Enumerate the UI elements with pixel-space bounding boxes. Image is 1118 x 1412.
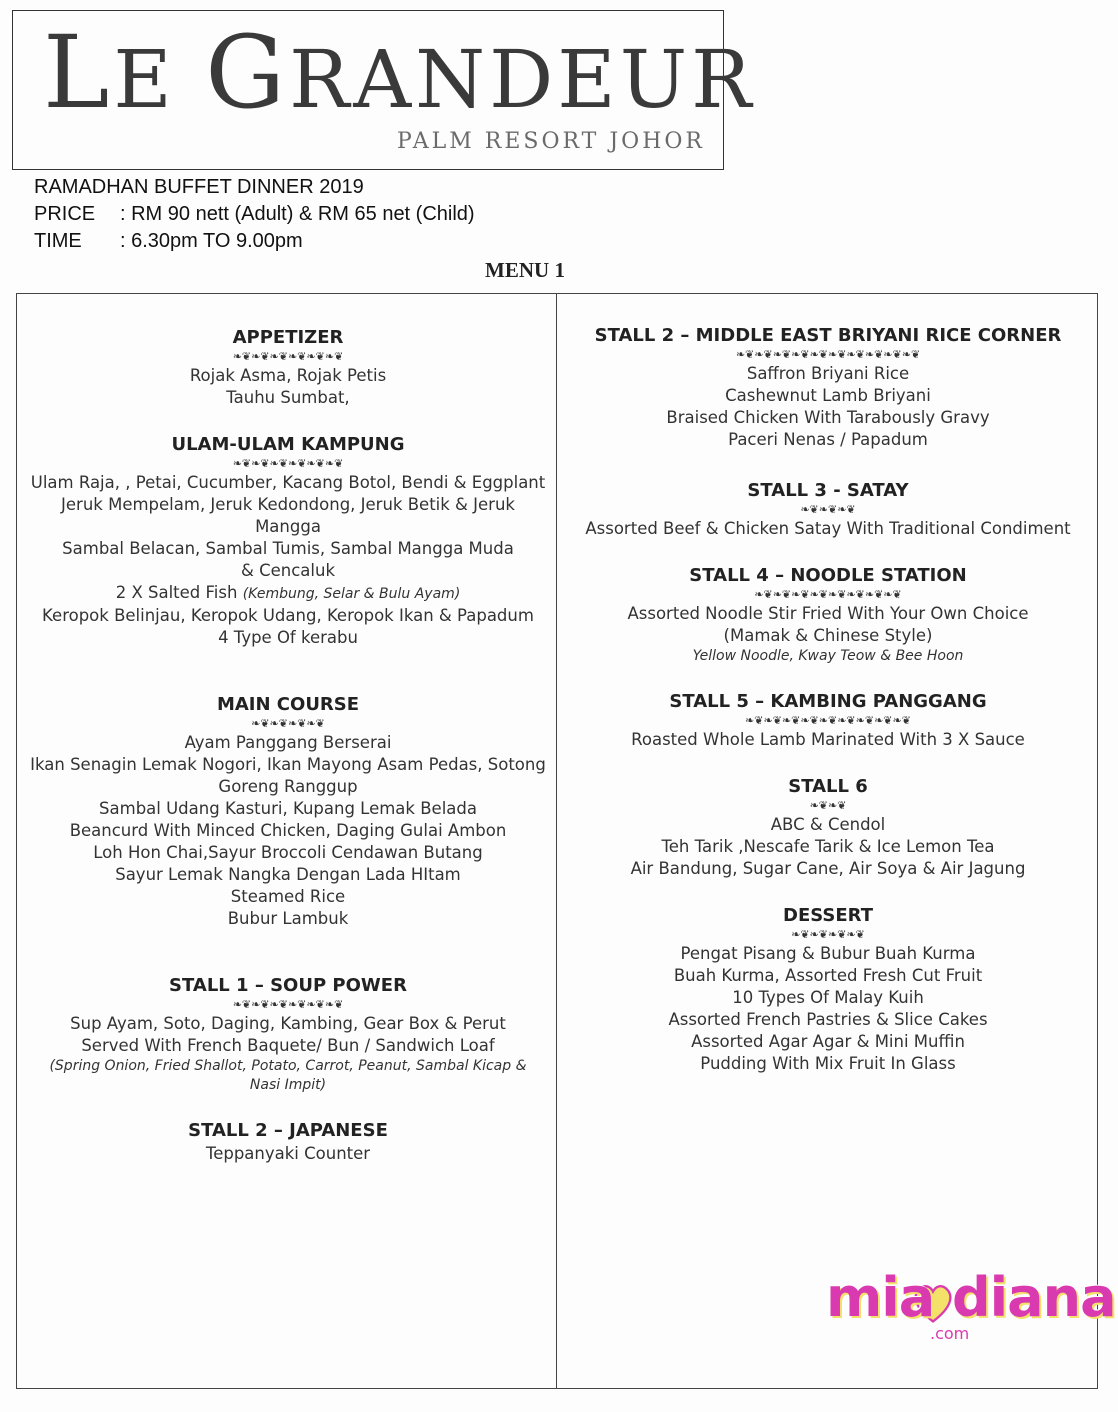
ornament-divider: ❧❦❧❦❧❦❧❦ [251,717,325,730]
menu-item: Loh Hon Chai,Sayur Broccoli Cendawan Butang [93,843,483,862]
menu-item: 4 Type Of kerabu [218,628,358,647]
menu-item: Rojak Asma, Rojak Petis [189,366,387,385]
ornament-divider: ❧❦❧❦❧❦❧❦❧❦❧❦❧❦❧❦❧❦ [745,714,911,727]
menu-item: Roasted Whole Lamb Marinated With 3 X Sauce [631,730,1025,749]
ornament-divider: ❧❦❧❦ [809,799,847,812]
menu-title: MENU 1 [485,258,565,282]
section-heading: STALL 5 – KAMBING PANGGANG [669,691,987,712]
section-heading: STALL 4 – NOODLE STATION [689,565,967,586]
menu-item-note: Yellow Noodle, Kway Teow & Bee Hoon [692,648,964,664]
section-dessert [560,904,1096,1075]
menu-item: Buah Kurma, Assorted Fresh Cut Fruit [673,966,983,985]
section-stall3-satay [560,479,1096,540]
section-stall5-kambing [560,690,1096,751]
section-ulam [20,433,556,649]
watermark-suffix: .com [930,1324,970,1343]
brand-name-part2: RANDEUR [289,33,756,126]
menu-item: Cashewnut Lamb Briyani [725,386,931,405]
right-column [560,324,1096,1099]
menu-item: Braised Chicken With Tarabously Gravy [666,408,990,427]
menu-item-note: (Kembung, Selar & Bulu Ayam) [242,586,461,602]
menu-item: Assorted Agar Agar & Mini Muffin [691,1032,965,1051]
section-stall4-noodle [560,564,1096,666]
section-stall6 [560,775,1096,880]
menu-item: Jeruk Mempelam, Jeruk Kedondong, Jeruk Betik & Jeruk Mangga [61,495,515,536]
price-row [34,201,475,228]
ornament-divider: ❧❦❧❦❧❦❧❦❧❦❧❦ [232,998,344,1011]
ornament-divider: ❧❦❧❦❧❦ [800,503,856,516]
ornament-divider: ❧❦❧❦❧❦❧❦ [791,928,865,941]
event-title: RAMADHAN BUFFET DINNER 2019 [34,176,364,198]
logo-box [12,10,756,170]
menu-item: Assorted Noodle Stir Fried With Your Own Choice [627,604,1029,623]
column-divider [556,293,557,1389]
menu-item: (Mamak & Chinese Style) [723,626,933,645]
menu-item: Ayam Panggang Berserai [184,733,392,752]
section-appetizer [20,326,556,409]
menu-item: ABC & Cendol [770,815,886,834]
watermark-text: mia diana [826,1266,1116,1329]
time-value: : 6.30pm TO 9.00pm [120,230,303,252]
section-stall1-soup [20,974,556,1095]
section-heading: MAIN COURSE [216,694,360,715]
menu-item: Keropok Belinjau, Keropok Udang, Keropok Ikan & Papadum [42,606,534,625]
time-row [34,228,475,255]
brand-name-part1: E [113,33,176,126]
section-stall2-briyani [560,324,1096,451]
brand-logo: LE GRANDEUR [43,14,756,131]
section-heading: APPETIZER [232,327,344,348]
section-heading: STALL 6 [788,776,868,797]
menu-item: Teh Tarik ,Nescafe Tarik & Ice Lemon Tea [661,837,995,856]
menu-item: Air Bandung, Sugar Cane, Air Soya & Air Jagung [630,859,1026,878]
ornament-divider: ❧❦❧❦❧❦❧❦❧❦❧❦❧❦❧❦❧❦❧❦ [735,348,921,361]
menu-item: Tauhu Sumbat, [226,388,350,407]
menu-item: Sambal Belacan, Sambal Tumis, Sambal Mangga Muda & Cencaluk [62,539,514,580]
menu-item: Sambal Udang Kasturi, Kupang Lemak Belada [99,799,477,818]
menu-item: Steamed Rice [230,887,346,906]
menu-item: Pengat Pisang & Bubur Buah Kurma [680,944,976,963]
section-stall2-japanese [20,1119,556,1165]
menu-item: 10 Types Of Malay Kuih [732,988,924,1007]
menu-item: Pudding With Mix Fruit In Glass [700,1054,956,1073]
menu-item: Beancurd With Minced Chicken, Daging Gulai Ambon [69,821,507,840]
menu-item: Assorted Beef & Chicken Satay With Traditional Condiment [585,519,1071,538]
menu-item-note: (Spring Onion, Fried Shallot, Potato, Carrot, Peanut, Sambal Kicap & Nasi Impit) [49,1058,527,1093]
section-heading: STALL 2 – JAPANESE [188,1120,388,1141]
menu-item: Sup Ayam, Soto, Daging, Kambing, Gear Box & Perut [70,1014,506,1033]
price-label: PRICE [34,203,96,225]
ornament-divider: ❧❦❧❦❧❦❧❦❧❦❧❦❧❦❧❦ [754,588,902,601]
menu-item: Ikan Senagin Lemak Nogori, Ikan Mayong Asam Pedas, Sotong Goreng Ranggup [30,755,546,796]
menu-item: Sayur Lemak Nangka Dengan Lada HItam [115,865,461,884]
watermark-logo [826,1266,1116,1356]
section-main-course [20,693,556,930]
left-column [20,326,556,1189]
section-heading: DESSERT [783,905,873,926]
time-label: TIME [34,230,82,252]
price-value: : RM 90 nett (Adult) & RM 65 net (Child) [120,203,475,225]
menu-item: Teppanyaki Counter [205,1144,371,1163]
menu-item-salted-fish [20,582,556,605]
menu-item: Served With French Baquete/ Bun / Sandwich Loaf [81,1036,495,1055]
menu-item: Bubur Lambuk [227,909,349,928]
ornament-divider: ❧❦❧❦❧❦❧❦❧❦❧❦ [232,457,344,470]
menu-item: Ulam Raja, , Petai, Cucumber, Kacang Botol, Bendi & Eggplant [30,473,546,492]
event-info [34,174,475,255]
section-heading: STALL 2 – MIDDLE EAST BRIYANI RICE CORNER [594,325,1062,346]
menu-item: Saffron Briyani Rice [746,364,910,383]
menu-item: Assorted French Pastries & Slice Cakes [668,1010,988,1029]
ornament-divider: ❧❦❧❦❧❦❧❦❧❦❧❦ [232,350,344,363]
section-heading: STALL 1 – SOUP POWER [169,975,407,996]
menu-item: Paceri Nenas / Papadum [728,430,928,449]
brand-subtitle: PALM RESORT JOHOR [396,129,705,154]
menu-item: 2 X Salted Fish [115,583,238,602]
section-heading: ULAM-ULAM KAMPUNG [171,434,405,455]
section-heading: STALL 3 - SATAY [747,480,909,501]
